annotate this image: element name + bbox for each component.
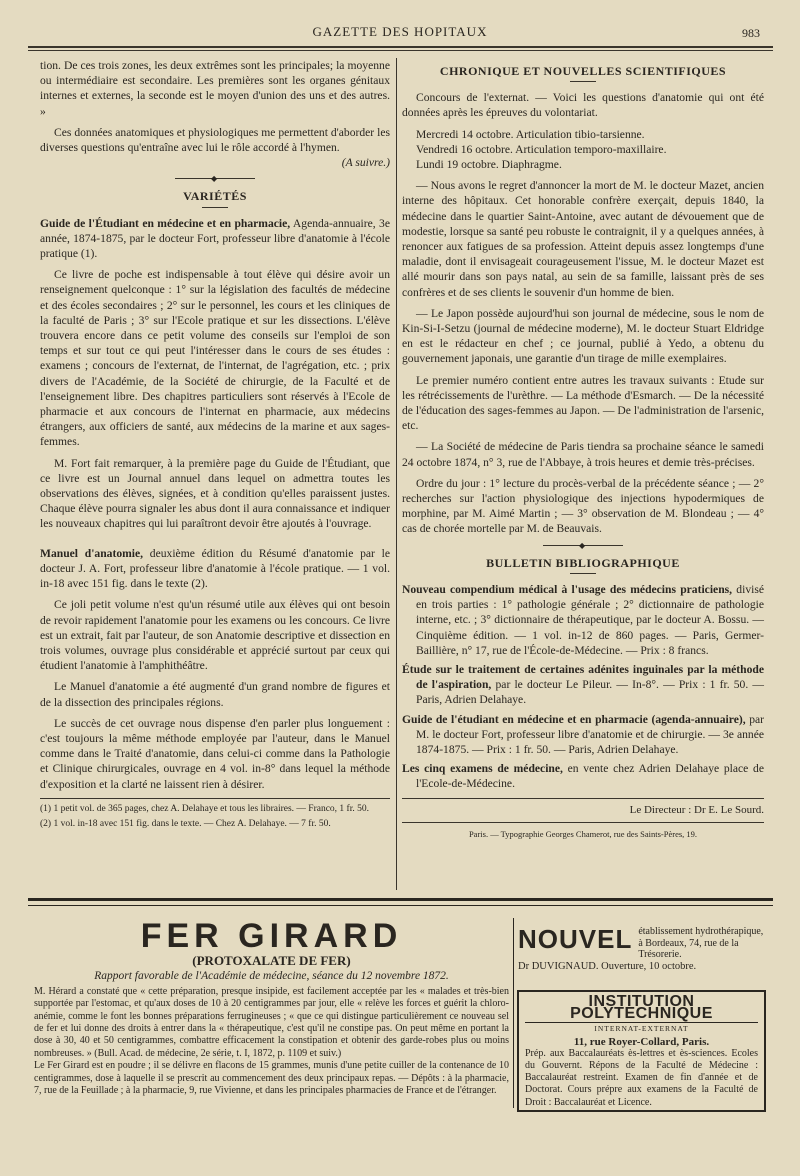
- footnote-1: (1) 1 petit vol. de 365 pages, chez A. Delahaye et tous les libraires. — Franco, 1 fr. 50.: [40, 803, 369, 814]
- paragraph-text: Ces données anatomiques et physiologiques me permettent d'aborder les diverses questions qu'entraîne avec lui le rôle accordé à l'hymen.: [40, 125, 390, 155]
- ad-address: 11, rue Royer-Collard, Paris.: [573, 1035, 710, 1048]
- ad-body: Le Fer Girard est en poudre ; il se délivre en flacons de 15 grammes, munis d'une petite cuiller de la contenance de 10 centigrammes, dose à laquelle il se prescrit au commencement des deux principaux repas. — Dépôts : à la pharmacie, 7, rue de la Feuillade ; à la pharmacie, 9, rue Vivienne, et dans les principales pharmacies de France et de l'étranger.: [34, 1060, 509, 1097]
- bib-title: Guide de l'étudiant en médecine et en pharmacie (agenda-annuaire),: [402, 712, 746, 726]
- director-line: Le Directeur : Dr E. Le Sourd.: [402, 798, 764, 818]
- bib-title: Les cinq examens de médecine,: [402, 762, 563, 776]
- footnote-2: (2) 1 vol. in-18 avec 151 fig. dans le texte. — Chez A. Delahaye. — 7 fr. 50.: [40, 818, 331, 829]
- short-rule: [570, 81, 596, 82]
- journal-title: GAZETTE DES HOPITAUX: [312, 24, 488, 39]
- left-column: [40, 58, 390, 888]
- ornament-divider: [543, 545, 623, 546]
- ad-title: INSTITUTION POLYTECHNIQUE: [525, 996, 758, 1023]
- right-column: [402, 58, 764, 888]
- bib-title: Nouveau compendium médical à l'usage des médecins praticiens,: [402, 582, 733, 596]
- ads-rule: [28, 898, 773, 901]
- bib-entry: [402, 662, 764, 708]
- paragraph: Le Manuel d'anatomie a été augmenté d'un grand nombre de figures et de la dissection des principales régions.: [40, 680, 390, 709]
- book-title: Manuel d'anatomie,: [40, 546, 144, 560]
- paragraph: Le succès de cet ouvrage nous dispense d'en parler plus longuement : c'est toujours la même méthode employée par l'auteur, dans le Manuel comme dans le Traité d'anatomie, dans celui-ci comme dans la Pathologie et Clinique chirurgicales, ouvrage en 4 vol. in-8° dans lequel la méthode d'exposition et la clarté ne laissent rien à désirer.: [40, 716, 390, 791]
- section-title-varietes: VARIÉTÉS: [183, 189, 247, 204]
- bib-details: par le docteur Le Pileur. — In-8°. — Prix : 1 fr. 50. — Paris, Adrien Delahaye.: [416, 678, 764, 707]
- book-details: deuxième édition du Résumé d'anatomie par le docteur J. A. Fort, professeur libre d'anatomie à l'école pratique. — 1 vol. in-18 avec 151 fig. dans le texte (2).: [40, 546, 390, 591]
- footnotes: [40, 798, 390, 830]
- ad-title: NOUVEL: [518, 924, 633, 954]
- header-rule-thin: [28, 50, 773, 51]
- header-rule: [28, 46, 773, 48]
- ad-subtitle: établissement hydrothérapique, à Bordeaux, 74, rue de la Trésorerie.: [638, 926, 764, 960]
- ad-nouvel: [518, 926, 764, 976]
- ad-body: M. Hérard a constaté que « cette préparation, presque insipide, est facilement acceptée par les « malades et très-bien supportée par l'estomac, et qu'aux doses de 10 à 20 centigrammes par jour, elle « relève les forces et guérit la chloro-anémie, comme le font les bonnes préparations ferrugineuses ; « que ce qui distingue particulièrement ce nouveau sel de fer et lui donne des droits à entrer dans la « thérapeutique, c'est qu'il ne constipe pas. On peut même en portant la dose à 30, 40 et 50 centigrammes, combattre efficacement la constipation et obtenir des garde-robes plus ou moins nombreuses. » (Bull. Acad. de médecine, 2e série, t. I, 1872, p. 1109 et suiv.): [34, 985, 509, 1059]
- ads-rule-thin: [28, 905, 773, 906]
- bib-details: en vente chez Adrien Delahaye place de l'Ecole-de-Médecine.: [416, 762, 764, 791]
- bib-title: Étude sur le traitement de certaines adénites inguinales par la méthode de l'aspiration,: [402, 662, 764, 692]
- bibliography-list: [402, 582, 764, 792]
- section-title-bulletin: BULLETIN BIBLIOGRAPHIQUE: [486, 555, 680, 570]
- book-details: Agenda-annuaire, 3e année, 1874-1875, par le docteur Fort, professeur libre d'anatomie à l'école pratique (1).: [40, 216, 390, 261]
- bib-entry: [402, 712, 764, 758]
- review-heading: [40, 546, 390, 592]
- paragraph: tion. De ces trois zones, les deux extrêmes sont les principales; la moyenne ou intermédiaire est secondaire. Les premières sont les organes génitaux internes et externes, la seconde est le moyen d'union des uns et des autres. »: [40, 59, 390, 118]
- ad-report-line: Rapport favorable de l'Académie de médecine, séance du 12 novembre 1872.: [94, 970, 449, 983]
- ad-separator: [513, 918, 514, 1108]
- column-separator: [396, 58, 397, 890]
- short-rule: [202, 207, 228, 208]
- printer-line: Paris. — Typographie Georges Chamerot, rue des Saints-Pères, 19.: [402, 822, 764, 842]
- ad-subtitle: (PROTOXALATE DE FER): [192, 953, 351, 968]
- book-title: Guide de l'Étudiant en médecine et en pharmacie,: [40, 216, 291, 230]
- page-header: [30, 18, 770, 48]
- short-rule: [570, 573, 596, 574]
- bib-entry: [402, 582, 764, 658]
- ad-institution: [517, 990, 766, 1112]
- exam-date-line: Mercredi 14 octobre. Articulation tibio-tarsienne.: [416, 127, 645, 141]
- ad-subtitle: INTERNAT-EXTERNAT: [594, 1024, 689, 1034]
- paragraph: — Nous avons le regret d'annoncer la mort de M. le docteur Mazet, ancien interne des hôpitaux. Cet honorable confrère exerçait, depuis 1840, la médecine dans le quartier Saint-Antoine, avec autant de dévouement que de modestie, lorsque sa santé peu robuste le contraignit, il y a quelques années, à renoncer aux fatigues de sa profession. Atteint depuis assez longtemps d'une maladie, dont il envisageait courageusement l'issue, M. le docteur Mazet est allé mourir dans son pays natal, au sein de sa famille, laissant près de ses confrères et de ses clients le souvenir d'un homme de bien.: [402, 179, 764, 299]
- bib-entry: [402, 761, 764, 791]
- ornament-divider: [175, 178, 255, 179]
- paragraph: Ordre du jour : 1° lecture du procès-verbal de la précédente séance ; — 2° recherches sur l'action physiologique des injections hypodermiques de morphine, par M. Aimé Martin ; — 3° observation de M. Blondeau ; — 4° cas de chorée mortelle par M. de Beauvais.: [402, 476, 764, 536]
- paragraph: — La Société de médecine de Paris tiendra sa prochaine séance le samedi 24 octobre 1874, n° 3, rue de l'Abbaye, à trois heures et demie très-précises.: [402, 440, 764, 469]
- paragraph: Concours de l'externat. — Voici les questions d'anatomie qui ont été données après les épreuves du volontariat.: [402, 91, 764, 120]
- paragraph: M. Fort fait remarquer, à la première page du Guide de l'Étudiant, que ce livre est un Journal annuel dans lequel on admettra toutes les observations des élèves, signées, et à condition qu'elles paraissent justes. Chaque élève pourra signaler les abus dont il aura connaissance et indiquer les nouveaux chapitres qui lui paraîtront devoir être ajoutés à l'ouvrage.: [40, 456, 390, 531]
- ad-line: Dr DUVIGNAUD. Ouverture, 10 octobre.: [518, 960, 697, 972]
- paragraph: Ce livre de poche est indispensable à tout élève qui désire avoir un renseignement quelconque : 1° sur la législation des facultés de médecine et des écoles secondaires ; 2° sur le personnel, les cours et les cliniques de la faculté de Paris ; 3° sur l'Ecole pratique et sur les dissections. L'élève trouvera encore dans ce petit volume des conseils sur l'emploi de son temps et sur tout ce qui peut l'intéresser dans le cours de ses études : examens ; concours de l'externat, de l'internat, de l'agrégation, etc. ; prix divers de l'Académie, de la Société de chirurgie, de la Faculté et de l'enseignement libre. Des chapitres particuliers sont réservés à l'Ecole de pharmacie et aux concours de l'internat en pharmacie, aux médecins étrangers, aux officiers de santé, aux médecins de la marine et aux sages-femmes.: [40, 268, 390, 449]
- paragraph: — Le Japon possède aujourd'hui son journal de médecine, sous le nom de Kin-Si-I-Setzu (journal de médecine moderne), M. le docteur Stuart Eldridge en est le rédacteur en chef ; ce journal, publié à Yedo, a obtenu du gouvernement japonais, une garantie d'un tirage de mille exemplaires.: [402, 306, 764, 366]
- paragraph: [40, 125, 390, 170]
- paragraph: Ce joli petit volume n'est qu'un résumé utile aux élèves qui ont besoin de revoir rapidement l'anatomie pour les examens ou les concours. Ce livre est un extrait, fait par l'auteur, de son Anatomie descriptive et dissection en trois volumes, ouvrage plus considérable et apprécié surtout par ceux qui étudient l'anatomie à l'amphithéâtre.: [40, 598, 390, 673]
- exam-date-line: Vendredi 16 octobre. Articulation temporo-maxillaire.: [416, 142, 667, 156]
- bib-details: par M. le docteur Fort, professeur libre d'anatomie et de chirurgie. — 3e année 1874-1875. — Prix : 1 fr. 50. — Paris, Adrien Delahaye.: [416, 712, 764, 756]
- ad-fer-girard: [34, 918, 509, 1108]
- paragraph: Le premier numéro contient entre autres les travaux suivants : Etude sur les rétrécissements de l'urèthre. — La méthode d'Esmarch. — De la nécessité de l'éducation des sages-femmes au Japon. — De l'administration de l'arsenic, etc.: [402, 373, 764, 433]
- section-title-chronique: CHRONIQUE ET NOUVELLES SCIENTIFIQUES: [439, 64, 727, 78]
- ad-title: FER GIRARD: [140, 917, 403, 955]
- page-number: 983: [742, 26, 760, 40]
- a-suivre-note: (A suivre.): [341, 156, 390, 170]
- bib-details: divisé en trois parties : 1° pathologie générale ; 2° dictionnaire de pathologie interne, etc. ; 3° dictionnaire de thérapeutique, par le docteur A. Bossu. — Cinquième édition. — 1 vol. in-12 de 860 pages. — Paris, Germer-Baillière, n° 17, rue de l'École-de-Médecine. — Prix : 8 francs.: [416, 582, 764, 657]
- exam-date-line: Lundi 19 octobre. Diaphragme.: [416, 158, 562, 172]
- ad-body: Prép. aux Baccalauréats ès-lettres et ès-sciences. Ecoles du Gouvernt. Répons de la Faculté de Médecine : Baccalauréat restreint. Examen de fin d'année et de Doctorat. Cours prépre aux examens de la Faculté de Droit : Baccalauréat et Licence.: [525, 1047, 758, 1108]
- review-heading: [40, 216, 390, 262]
